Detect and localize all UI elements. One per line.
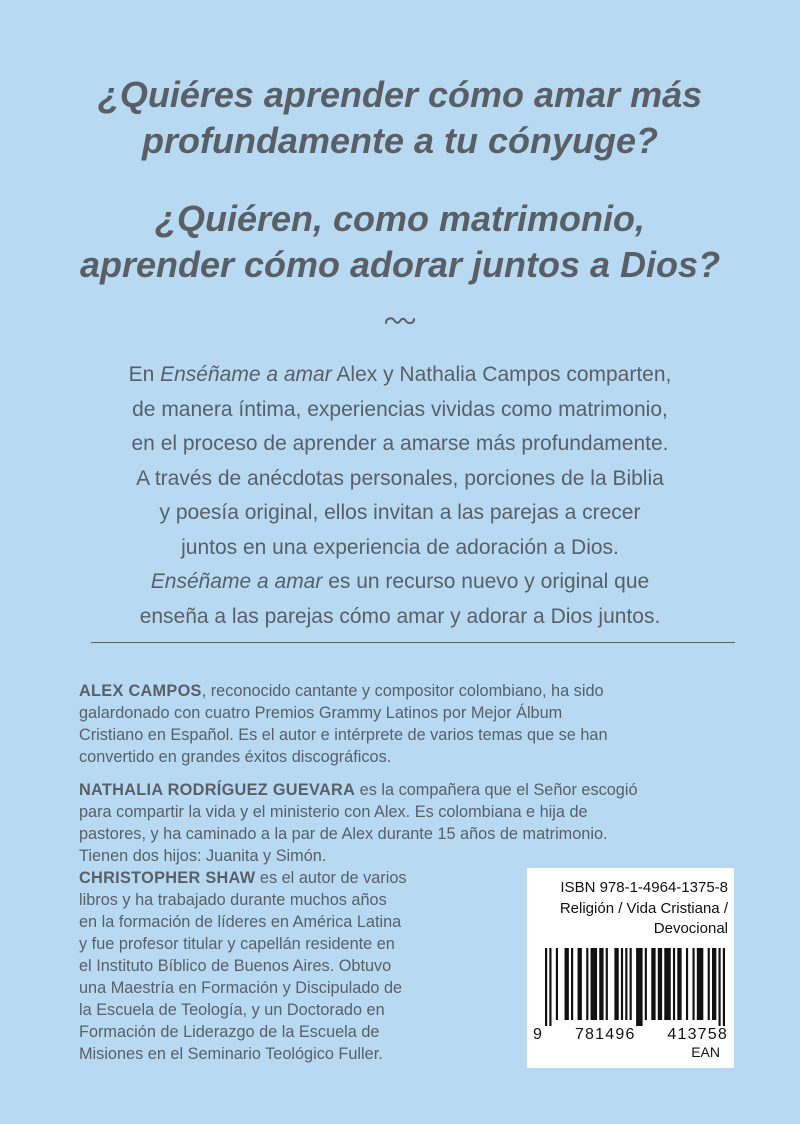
description-line: En Enséñame a amar Alex y Nathalia Campos comparten, [128, 363, 672, 386]
headline-1-line-2: profundamente a tu cónyuge? [141, 120, 659, 161]
barcode-bar [565, 948, 569, 1020]
barcode-bar [692, 948, 694, 1020]
headline-question-1 [60, 72, 740, 164]
barcode-bar [630, 948, 632, 1020]
barcode-bar [556, 948, 558, 1020]
headline-question-2 [60, 196, 740, 288]
barcode-bar [606, 948, 608, 1020]
bio-alex-campos: ALEX CAMPOS, reconocido cantante y compositor colombiano, ha sido galardonado con cuatro Premios Grammy Latinos por Mejor Álbum Cristiano en Español. Es el autor e intérprete de varios temas que se han convertido en grandes éxitos discográficos. [79, 682, 608, 766]
ean-digit-group: 781496 [574, 1026, 636, 1043]
divider-rule [91, 642, 735, 643]
description-line: en el proceso de aprender a amarse más profundamente. [131, 432, 669, 455]
description-line: Enséñame a amar es un recurso nuevo y original que [150, 570, 650, 593]
barcode-bar [549, 948, 551, 1026]
description-line: enseña a las parejas cómo amar y adorar a Dios juntos. [139, 604, 661, 628]
book-title: Enséñame a amar [160, 363, 332, 386]
barcode-box [527, 868, 734, 1068]
flourish-icon [383, 314, 417, 328]
barcode-bar [645, 948, 647, 1020]
ean-label: EAN [691, 1044, 720, 1060]
description-line: y poesía original, ellos invitan a las parejas a crecer [159, 501, 641, 524]
barcode-bar [586, 948, 588, 1020]
headline-2-line-2: aprender cómo adorar juntos a Dios? [79, 244, 721, 285]
barcode-bar [708, 948, 710, 1020]
author-name: ALEX CAMPOS [79, 682, 202, 700]
headline-1-line-1: ¿Quiéres aprender cómo amar más [97, 74, 703, 115]
barcode-bar [571, 948, 573, 1020]
author-name: NATHALIA RODRÍGUEZ GUEVARA [79, 781, 356, 799]
bio-nathalia-rodriguez: NATHALIA RODRÍGUEZ GUEVARA es la compañera que el Señor escogió para compartir la vida y el ministerio con Alex. Es colombiana e hija de pastores, y ha caminado a la par de Alex durante 15 años de matrimonio. Tienen dos hijos: Juanita y Simón. [79, 781, 638, 865]
barcode-bar [677, 948, 681, 1020]
description-line: juntos en una experiencia de adoración a Dios. [181, 535, 619, 559]
ean-digits [533, 1026, 728, 1044]
barcode-bar [673, 948, 675, 1020]
barcode-bar [718, 948, 720, 1026]
barcode-bar [712, 948, 716, 1020]
barcode-bar [723, 948, 725, 1026]
barcode-bar [664, 948, 671, 1020]
subject-category-line-2: Devocional [653, 920, 728, 937]
barcode-bar [686, 948, 688, 1020]
barcode-bars [545, 948, 725, 1026]
headline-2-line-1: ¿Quiéren, como matrimonio, [154, 198, 646, 239]
author-name: CHRISTOPHER SHAW [79, 869, 256, 887]
barcode-bar [651, 948, 655, 1020]
barcode-bar [621, 948, 623, 1020]
barcode-bar [545, 948, 547, 1026]
ean-digit-group: 413758 [667, 1026, 728, 1043]
barcode-bar [625, 948, 627, 1020]
book-title: Enséñame a amar [150, 570, 323, 593]
barcode-bar [578, 948, 582, 1020]
isbn-text: ISBN 978-1-4964-1375-8 [560, 879, 728, 896]
description-line: A través de anécdotas personales, porciones de la Biblia [136, 466, 664, 490]
subject-category-line-1: Religión / Vida Cristiana / [559, 900, 728, 917]
description-paragraph [60, 358, 740, 634]
barcode-bar [614, 948, 618, 1020]
description-line: de manera íntima, experiencias vividas como matrimonio, [132, 397, 668, 421]
barcode-bar [658, 948, 662, 1020]
ean-digit-group: 9 [533, 1026, 544, 1043]
barcode-bar [599, 948, 603, 1020]
barcode-bar [697, 948, 704, 1020]
barcode-bar [636, 948, 643, 1026]
bio-christopher-shaw: CHRISTOPHER SHAW es el autor de varios libros y ha trabajado durante muchos años en la formación de líderes en América Latina y fue profesor titular y capellán residente en el Instituto Bíblico de Buenos Aires. Obtuvo una Maestría en Formación y Discipulado de la Escuela de Teología, y un Doctorado en Formación de Liderazgo de la Escuela de Misiones en el Seminario Teológico Fuller. [79, 869, 407, 1063]
barcode-bar [591, 948, 598, 1020]
